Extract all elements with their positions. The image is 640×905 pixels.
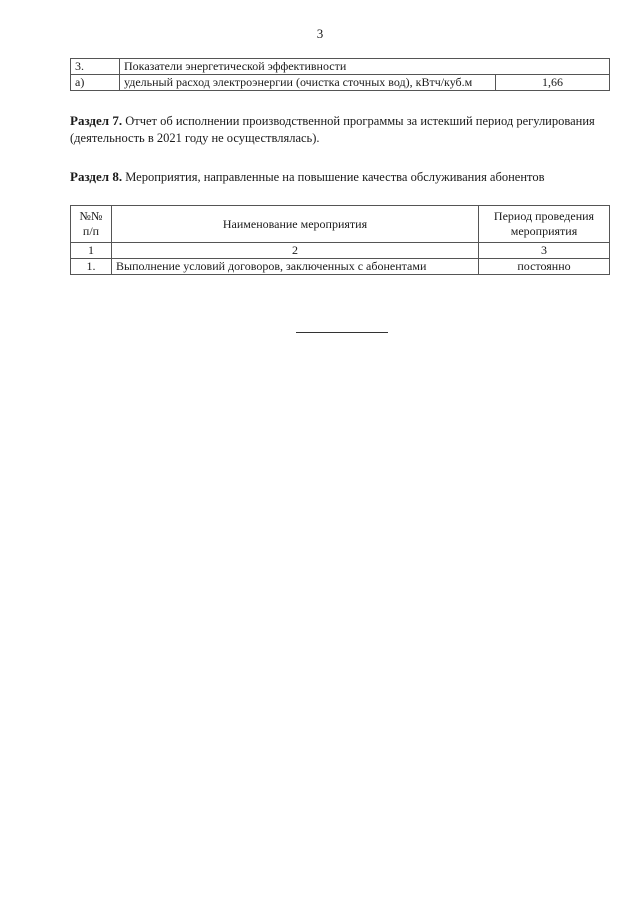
section-8-title: Раздел 8.	[70, 169, 123, 184]
row-label: удельный расход электроэнергии (очистка сточных вод), кВтч/куб.м	[120, 75, 496, 91]
row-name: Выполнение условий договоров, заключенных с абонентами	[112, 259, 479, 275]
table-header-row	[71, 206, 610, 243]
section-7-title: Раздел 7.	[70, 113, 123, 128]
section-8-text: Мероприятия, направленные на повышение качества обслуживания абонентов	[125, 170, 545, 184]
index-cell: 3	[479, 243, 610, 259]
section-7	[70, 112, 610, 147]
energy-efficiency-table	[70, 58, 610, 91]
table-row	[71, 259, 610, 275]
measures-table	[70, 205, 610, 275]
row-label: Показатели энергетической эффективности	[120, 59, 610, 75]
section-8	[70, 168, 610, 186]
row-value: 1,66	[496, 75, 610, 91]
header-name: Наименование мероприятия	[112, 206, 479, 243]
header-period: Период проведения мероприятия	[479, 206, 610, 243]
divider-line	[296, 332, 388, 333]
row-number: 3.	[71, 59, 120, 75]
index-cell: 1	[71, 243, 112, 259]
table-row	[71, 75, 610, 91]
header-number: №№ п/п	[71, 206, 112, 243]
table-index-row	[71, 243, 610, 259]
index-cell: 2	[112, 243, 479, 259]
row-number: а)	[71, 75, 120, 91]
page-number: 3	[316, 26, 324, 41]
section-7-text: Отчет об исполнении производственной программы за истекший период регулирования (деятельность в 2021 году не осуществлялась).	[70, 114, 595, 145]
row-number: 1.	[71, 259, 112, 275]
row-period: постоянно	[479, 259, 610, 275]
table-row	[71, 59, 610, 75]
